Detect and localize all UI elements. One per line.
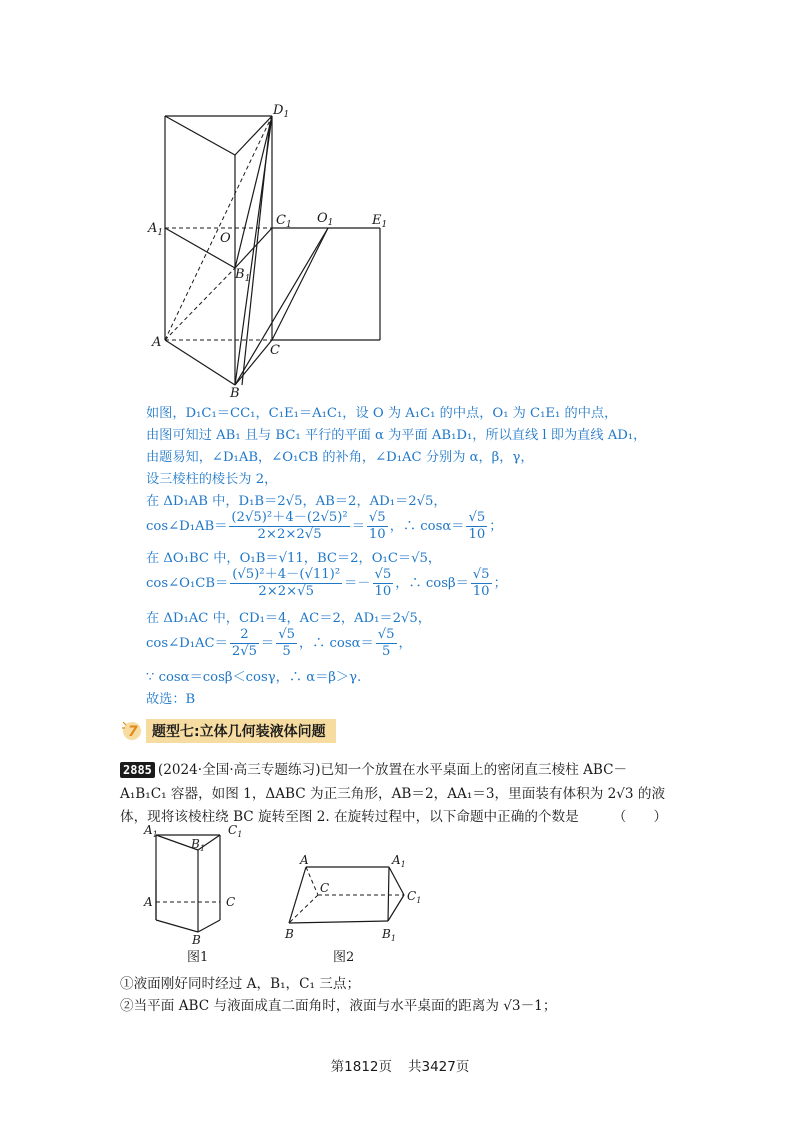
- page-footer: [0, 1055, 800, 1075]
- option-1: ①液面刚好同时经过 A，B₁，C₁ 三点；: [120, 976, 361, 992]
- fig1-caption: 图1: [187, 950, 209, 965]
- fig1-label-b: B: [192, 933, 201, 947]
- fig1-label-c: C: [226, 895, 236, 909]
- option-2: ②当平面 ABC 与液面成直二面角时，液面与水平桌面的距离为 √3－1；: [120, 998, 557, 1014]
- page-total: 共3427页: [408, 1059, 470, 1075]
- section-badge: [120, 718, 150, 744]
- solution-line: ∵ cosα＝cosβ＜cosγ，∴ α＝β＞γ.: [146, 670, 362, 685]
- problem-line: 体，现将该棱柱绕 BC 旋转至图 2. 在旋转过程中，以下命题中正确的个数是 （ ）: [120, 809, 668, 825]
- fig2-label-a1: $A_1$: [392, 853, 406, 869]
- fig1-label-b1: $B_1$: [191, 837, 205, 853]
- solution-answer: 故选：B: [146, 692, 196, 707]
- section-heading: [120, 718, 336, 744]
- label-o1: $O_1$: [317, 211, 334, 228]
- label-a1: $A_1$: [148, 221, 164, 238]
- fig2-label-c: C: [320, 881, 330, 895]
- fig2-label-a: A: [300, 853, 309, 867]
- page-number: 第1812页: [330, 1059, 392, 1075]
- solution-line: 如图，D₁C₁＝CC₁，C₁E₁＝A₁C₁，设 O 为 A₁C₁ 的中点，O₁ 为 C₁E₁ 的中点，: [146, 406, 618, 421]
- label-c: C: [270, 343, 280, 358]
- fig1-label-a: A: [144, 895, 153, 909]
- problem-line: A₁B₁C₁ 容器，如图 1，ΔABC 为正三角形，AB＝2，AA₁＝3，里面装有体积为 2√3 的液: [120, 786, 666, 802]
- solution-line: 在 ΔD₁AB 中，D₁B＝2√5，AB＝2，AD₁＝2√5，: [146, 494, 447, 509]
- cos-equation-1: cos∠D₁AB＝ $\frac{\text{(2√5)²＋4－(2√5)²}}{2\times 2\times 2√5}$ ＝ $\frac{√5}{10}$ ，∴ cosα＝ $\frac{√5}{10}$ ；: [146, 510, 503, 542]
- svg-text:7: 7: [128, 724, 138, 740]
- solution-line: 在 ΔO₁BC 中，O₁B＝√11，BC＝2，O₁C＝√5，: [146, 551, 442, 566]
- solution-line: 由题易知，∠D₁AB，∠O₁CB 的补角，∠D₁AC 分别为 α，β，γ，: [146, 450, 534, 465]
- fig1-label-a1: $A_1$: [144, 823, 158, 839]
- solution-line: 在 ΔD₁AC 中，CD₁＝4，AC＝2，AD₁＝2√5，: [146, 611, 431, 626]
- solution-line: 由图可知过 AB₁ 且与 BC₁ 平行的平面 α 为平面 AB₁D₁，所以直线 l 即为直线 AD₁，: [146, 428, 647, 443]
- prism-diagram: [140, 100, 400, 400]
- fig2-label-b1: $B_1$: [382, 927, 396, 943]
- label-d1: $D_1$: [273, 103, 290, 120]
- label-o: O: [220, 231, 231, 246]
- label-b1: $B_1$: [235, 267, 251, 284]
- label-e1: $E_1$: [372, 213, 388, 230]
- cos-equation-2: cos∠O₁CB＝ $\frac{\text{(√5)²＋4－(√11)²}}{2\times 2\times√5}$ ＝－ $\frac{√5}{10}$ ，∴ cosβ＝ $\frac{√5}{10}$ ；: [146, 567, 507, 599]
- fig2-label-b: B: [285, 927, 294, 941]
- fig1-label-c1: $C_1$: [228, 823, 243, 839]
- liquid-prism-figures: [140, 820, 440, 970]
- fig2-label-c1: $C_1$: [407, 889, 422, 905]
- solution-line: 设三棱柱的棱长为 2，: [146, 472, 278, 487]
- problem-line: 2885 (2024·全国·高三专题练习)已知一个放置在水平桌面上的密闭直三棱柱 ABC－: [120, 758, 627, 778]
- fig2-caption: 图2: [333, 950, 355, 965]
- label-a: A: [152, 335, 162, 350]
- label-b: B: [230, 386, 240, 400]
- label-c1: $C_1$: [276, 213, 292, 230]
- problem-number: 2885: [120, 762, 155, 778]
- cos-equation-3: cos∠D₁AC＝ $\frac{2}{2√5}$ ＝ $\frac{√5}{5}$ ，∴ cosα＝ $\frac{√5}{5}$ ，: [146, 627, 412, 659]
- section-title: 题型七:立体几何装液体问题: [146, 719, 336, 743]
